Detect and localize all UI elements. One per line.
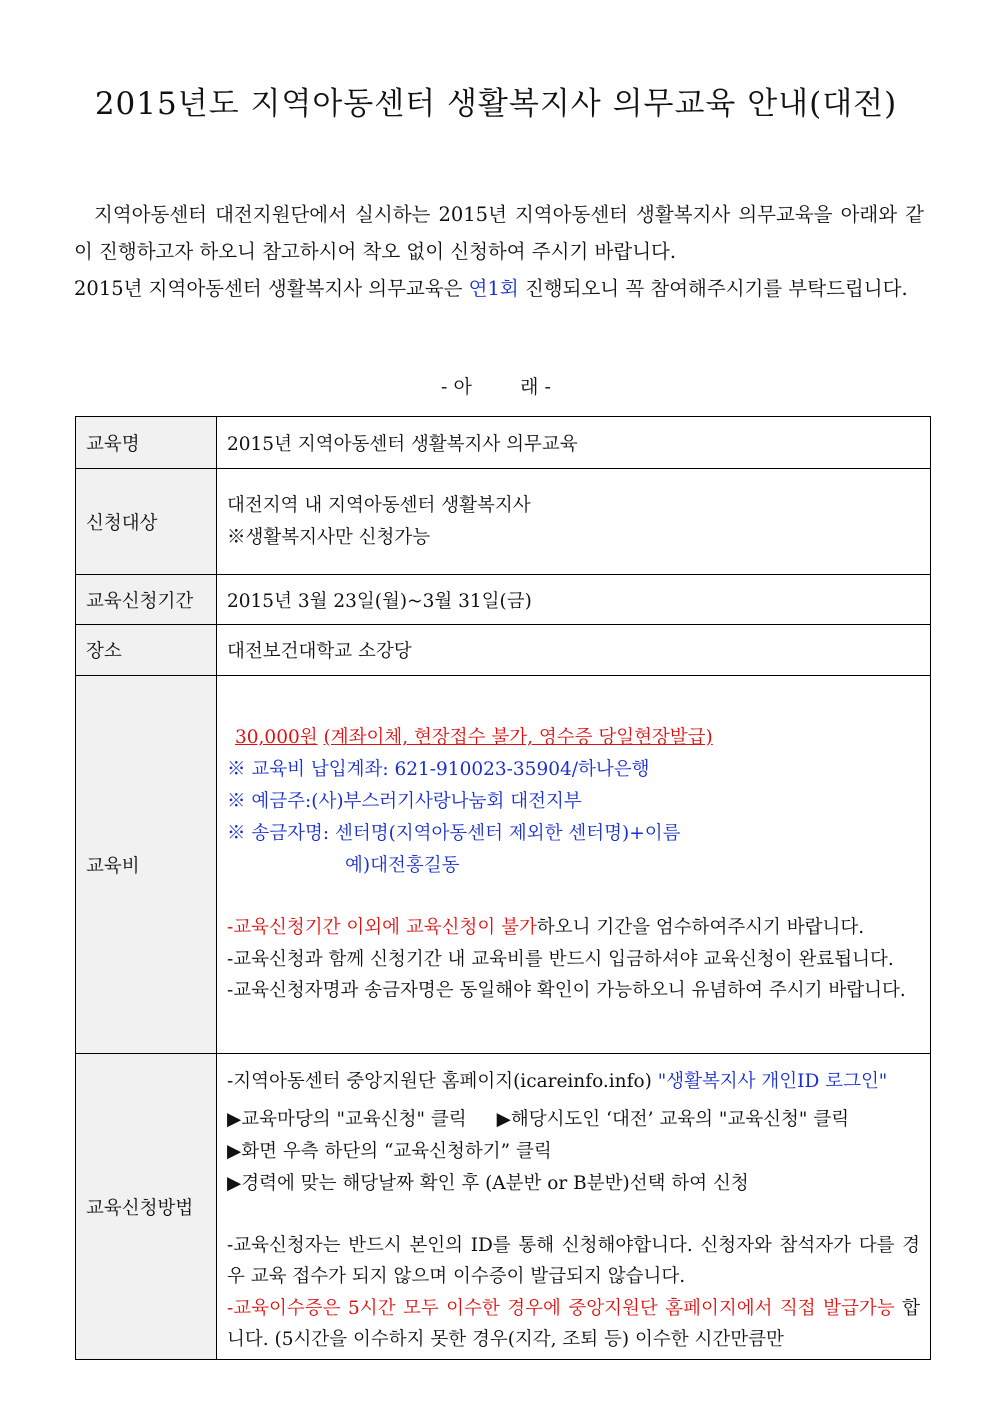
table-row-place bbox=[76, 625, 931, 676]
method-note-1: -교육신청자는 반드시 본인의 ID를 통해 신청해야합니다. 신청자와 참석자가 다를 경우 교육 접수가 되지 않으며 이수증이 발급되지 않습니다. bbox=[227, 1234, 920, 1287]
row-label: 신청대상 bbox=[76, 469, 217, 575]
method-site-pre: -지역아동센터 중앙지원단 홈페이지(icareinfo.info) bbox=[227, 1071, 658, 1092]
fee-account: ※ 교육비 납입계좌: 621-910023-35904/하나은행 bbox=[227, 759, 650, 781]
place-value: 대전보건대학교 소강당 bbox=[217, 625, 931, 676]
fee-amount-line bbox=[227, 722, 920, 754]
fee-note-1-red: -교육신청기간 이외에 교육신청이 불가 bbox=[227, 917, 537, 939]
method-step-2: ▶화면 우측 하단의 “교육신청하기” 클릭 bbox=[227, 1140, 552, 1162]
table-row-period bbox=[76, 575, 931, 625]
table-row-fee bbox=[76, 676, 931, 1054]
row-label: 교육신청기간 bbox=[76, 575, 217, 625]
course-name-value: 2015년 지역아동센터 생활복지사 의무교육 bbox=[217, 417, 931, 469]
fee-example: 예)대전홍길동 bbox=[345, 855, 460, 877]
row-label: 교육신청방법 bbox=[76, 1054, 217, 1360]
fee-note-1 bbox=[227, 912, 920, 944]
period-value: 2015년 3월 23일(월)~3월 31일(금) bbox=[217, 575, 931, 625]
method-site-login: "생활복지사 개인ID 로그인" bbox=[657, 1071, 888, 1092]
fee-note-2: -교육신청과 함께 신청기간 내 교육비를 반드시 입금하셔야 교육신청이 완료됩니다. bbox=[227, 948, 894, 970]
intro-line-2 bbox=[74, 270, 924, 307]
method-site bbox=[227, 1066, 920, 1098]
fee-amount: 30,000원 bbox=[235, 727, 318, 749]
table-row-target bbox=[76, 469, 931, 575]
method-note-2-rest: 합니다. (5시간을 이수하지 못한 경우(지각, 조퇴 등) 이수한 시간만큼만 bbox=[227, 1297, 920, 1350]
fee-value bbox=[217, 676, 931, 1054]
target-line-1: 대전지역 내 지역아동센터 생활복지사 bbox=[227, 494, 531, 516]
method-note-2 bbox=[227, 1293, 920, 1356]
target-value bbox=[217, 469, 931, 575]
target-line-2: ※생활복지사만 신청가능 bbox=[227, 526, 431, 548]
row-label: 교육비 bbox=[76, 676, 217, 1054]
method-step-1a: ▶교육마당의 "교육신청" 클릭 bbox=[227, 1108, 467, 1130]
table-row-method bbox=[76, 1054, 931, 1360]
page-title: 2015년도 지역아동센터 생활복지사 의무교육 안내(대전) bbox=[94, 86, 898, 122]
table-row-course-name bbox=[76, 417, 931, 469]
row-label: 교육명 bbox=[76, 417, 217, 469]
intro-paragraph bbox=[74, 196, 924, 307]
fee-sender: ※ 송금자명: 센터명(지역아동센터 제외한 센터명)+이름 bbox=[227, 823, 681, 845]
annual-once-highlight: 연1회 bbox=[468, 277, 519, 300]
section-separator: - 아 래 - bbox=[441, 376, 551, 398]
fee-amount-note: (계좌이체, 현장접수 불가, 영수증 당일현장발급) bbox=[323, 727, 713, 749]
method-value bbox=[217, 1054, 931, 1360]
info-table bbox=[75, 416, 931, 1360]
fee-note-3: -교육신청자명과 송금자명은 동일해야 확인이 가능하오니 유념하여 주시기 바랍니다. bbox=[227, 980, 906, 1002]
method-step-3: ▶경력에 맞는 해당날짜 확인 후 (A분반 or B분반)선택 하여 신청 bbox=[227, 1172, 749, 1194]
method-step-1 bbox=[227, 1104, 920, 1136]
intro-line-2-post: 진행되오니 꼭 참여해주시기를 부탁드립니다. bbox=[518, 277, 908, 300]
fee-note-1-rest: 하오니 기간을 엄수하여주시기 바랍니다. bbox=[536, 917, 865, 939]
method-step-1b: ▶해당시도인 ‘대전’ 교육의 "교육신청" 클릭 bbox=[496, 1108, 850, 1130]
row-label: 장소 bbox=[76, 625, 217, 676]
fee-holder: ※ 예금주:(사)부스러기사랑나눔회 대전지부 bbox=[227, 791, 582, 813]
intro-line-1: 지역아동센터 대전지원단에서 실시하는 2015년 지역아동센터 생활복지사 의무교육을 아래와 같이 진행하고자 하오니 참고하시어 착오 없이 신청하여 주시기 바랍니다. bbox=[74, 203, 924, 263]
intro-line-2-pre: 2015년 지역아동센터 생활복지사 의무교육은 bbox=[74, 277, 469, 300]
method-note-2-red: -교육이수증은 5시간 모두 이수한 경우에 중앙지원단 홈페이지에서 직접 발급가능 bbox=[227, 1297, 895, 1319]
